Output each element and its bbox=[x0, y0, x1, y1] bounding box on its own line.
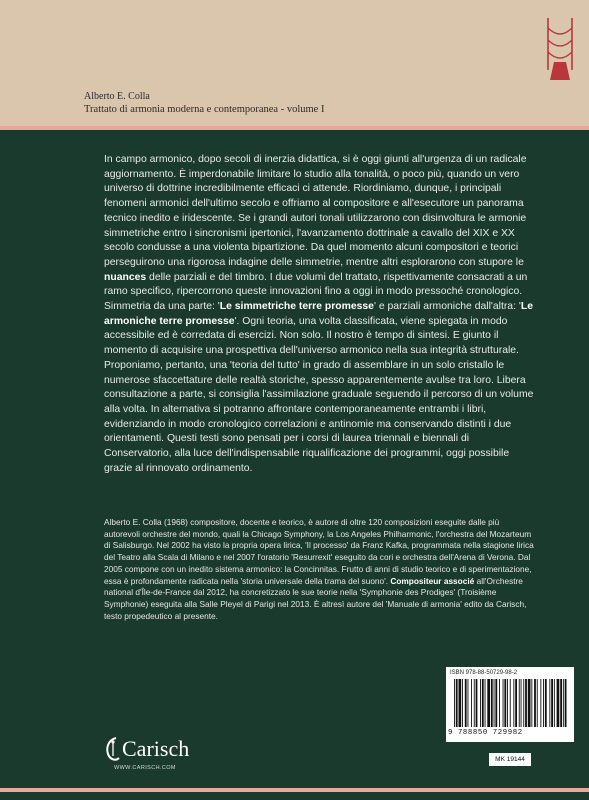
volume-title-harmonic: Le armoniche terre promesse bbox=[104, 301, 533, 327]
isbn-label: ISBN 978-88-50729-98-2 bbox=[450, 670, 518, 676]
description-text: delle parziali e del timbro. I due volumi del trattato, rispettivamente consacrati a un ramo specifico, ripercorrono queste innovazioni fino a oggi in modo pressoché cronologico. Simmetria da una parte: ' bbox=[104, 271, 528, 313]
bio-text: all'Orchestre national d'Île-de-France dal 2012, ha concretizzato le sue teorie nella 'Symphonie des Prodiges' (Troisième Symphonie) eseguita alla Salle Pleyel di Parigi nel 2013. È altresì autore del 'Manuale di armonia' edito da Carisch, testo propedeutico al presente. bbox=[104, 575, 527, 621]
description-emphasis: nuances bbox=[104, 271, 147, 283]
header-title: Trattato di armonia moderna e contemporanea - volume I bbox=[84, 104, 325, 115]
publisher-logo bbox=[104, 736, 224, 776]
carisch-mark-icon bbox=[104, 736, 122, 762]
description-text: '. Ogni teoria, una volta classificata, viene spiegata in modo accessibile ed è corredata di esercizi. Non solo. Il nostro è tempo di sintesi. E giunto il momento di acquisire una prospettiva dell'universo armonico nella sua integrità strutturale. Proponiamo, pertanto, una 'teoria del tutto' in grado di assemblare in un solo cristallo le numerose sfaccettature delle realtà storiche, spesso apparentemente avulse tra loro. Libera consultazione a parte, si consiglia l'assimilazione graduale seguendo il percorso di un volume alla volta. In alternativa si potranno affrontare contemporaneamente entrambi i libri, evidenziando in modo cronologico correlazioni e antinomie ma conservando distinti i due orientamenti. Questi testi sono pensati per i corsi di laurea triennali e biennali di Conservatorio, alla luce dell'indispensabile riqualificazione dei programmi, oggi possibile grazie al rinnovato ordinamento. bbox=[104, 315, 534, 474]
bio-emphasis: Compositeur associé bbox=[390, 575, 475, 586]
lyre-icon bbox=[540, 14, 580, 84]
publisher-name: Carisch bbox=[122, 736, 190, 761]
barcode bbox=[452, 679, 568, 727]
bio-text: Alberto E. Colla (1968) compositore, docente e teorico, è autore di oltre 120 composizioni eseguite dalle più autorevoli orchestre del mondo, quali la Chicago Symphony, la Los Angeles Philharmonic, l'orchestra del Mozarteum di Salisburgo. Nel 2002 ha visto la propria opera lirica, 'Il processo' da Franz Kafka, programmata nella stagione lirica del Teatro alla Scala di Milano e nel 2007 l'oratorio 'Resurrexit' eseguito da cori e orchestra dell'Arena di Verona. Dal 2005 compone con un inedito sistema armonico: la Concinnitas. Frutto di anni di studio teorico e di sperimentazione, essa è profondamente radicata nella 'storia universale della trama del suono'. bbox=[104, 517, 534, 586]
description-paragraph bbox=[104, 153, 536, 476]
catalog-code: MK 19144 bbox=[489, 753, 531, 766]
header-divider bbox=[0, 126, 589, 130]
description-text: In campo armonico, dopo secoli di inerzia didattica, si è oggi giunti all'urgenza di un radicale aggiornamento. È imperdonabile limitare lo studio alla tonalità, o poco più, quando un vero universo di dottrine incredibilmente efficaci ci attende. Riordiniamo, dunque, i principali fenomeni armonici dell'ultimo secolo e offriamo al compositore e all'esecutore un panorama tecnico inedito e iridescente. Se i grandi autori tonali utilizzarono con disinvoltura le armonie simmetriche entro i sincronismi ipertonici, l'avanzamento dottrinale a cavallo del XIX e XX secolo condusse a una violenta bipartizione. Da quel momento alcuni compositori e teorici perseguirono una rigorosa indagine delle simmetrie, mentre altri esplorarono con stupore le bbox=[104, 154, 527, 268]
barcode-digits: 9 788850 729982 bbox=[448, 729, 523, 737]
header-author: Alberto E. Colla bbox=[84, 91, 150, 102]
publisher-url: WWW.CARISCH.COM bbox=[114, 765, 176, 771]
footer-divider bbox=[0, 788, 589, 792]
volume-title-symmetric: Le simmetriche terre promesse bbox=[219, 301, 374, 313]
description-text: ' e parziali armoniche dall'altra: ' bbox=[373, 301, 521, 313]
isbn-barcode-box bbox=[446, 667, 574, 742]
author-bio bbox=[104, 517, 536, 622]
